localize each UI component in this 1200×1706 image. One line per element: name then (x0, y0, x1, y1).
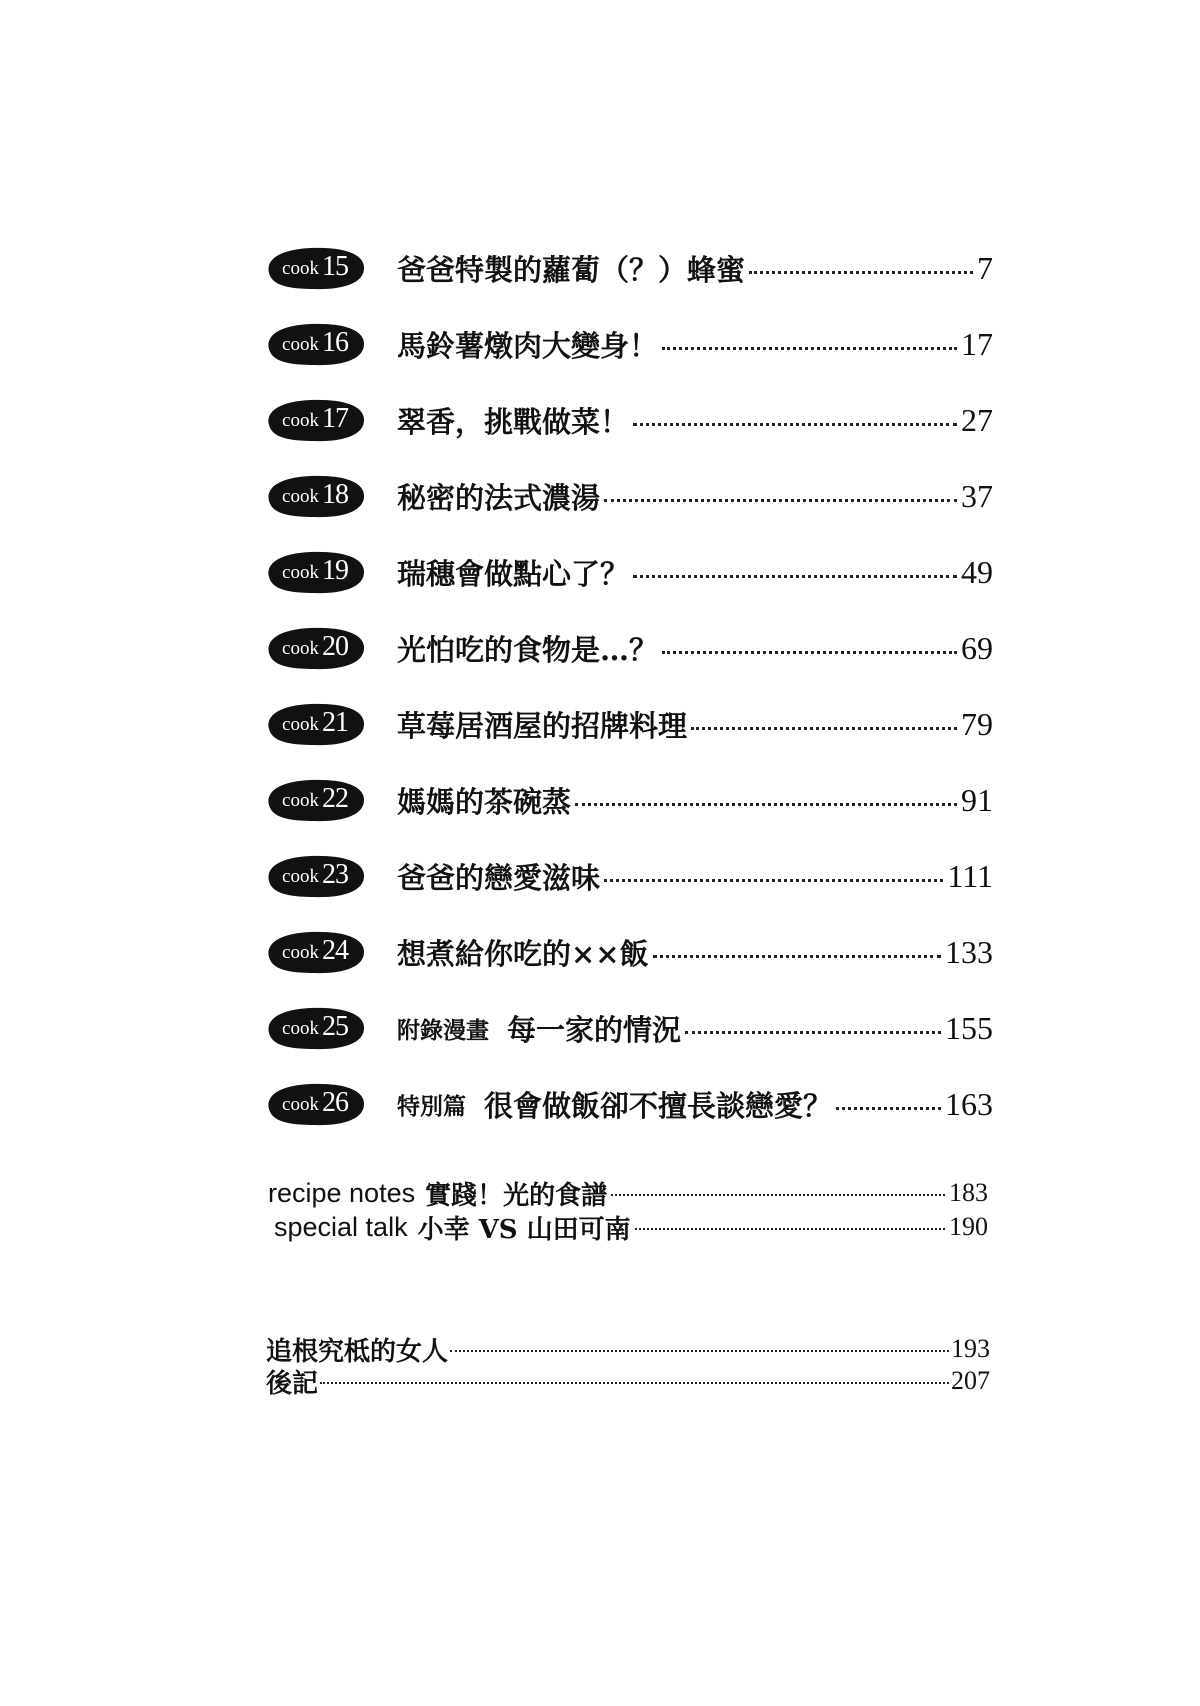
chapter-page-number: 133 (945, 933, 993, 970)
badge-number: 16 (321, 327, 348, 358)
extras-section (268, 1176, 988, 1244)
chapter-page-number: 111 (947, 857, 993, 894)
tail-entry[interactable] (266, 1365, 990, 1397)
chapter-title: 草莓居酒屋的招牌料理 (397, 708, 688, 743)
dot-leader (611, 1194, 945, 1196)
cook-badge (263, 1079, 367, 1129)
cook-badge (263, 927, 367, 977)
cook-badge (263, 623, 367, 673)
dot-leader (604, 879, 943, 882)
chapter-page-number: 91 (961, 781, 993, 818)
badge-word: cook (282, 334, 319, 355)
chapter-page-number: 69 (961, 629, 993, 666)
badge-number: 18 (321, 479, 348, 510)
extra-label: recipe notes (268, 1177, 416, 1208)
extra-page-number: 183 (949, 1178, 988, 1207)
cook-badge (263, 1003, 367, 1053)
tail-title: 後記 (266, 1368, 319, 1399)
badge-number: 19 (321, 555, 348, 586)
tail-page-number: 207 (951, 1366, 990, 1395)
badge-word: cook (282, 410, 319, 431)
chapter-title: 媽媽的茶碗蒸 (397, 784, 572, 819)
chapter-page-number: 17 (961, 325, 993, 362)
cook-badge (263, 775, 367, 825)
cook-badge (263, 243, 367, 293)
badge-number: 26 (321, 1087, 348, 1118)
chapter-title: 爸爸的戀愛滋味 (397, 860, 601, 895)
cook-badge (263, 699, 367, 749)
table-of-contents (263, 230, 993, 1142)
chapter-page-number: 37 (961, 477, 993, 514)
chapter-title: 爸爸特製的蘿蔔（？）蜂蜜 (397, 252, 746, 287)
tail-page-number: 193 (951, 1334, 990, 1363)
chapter-entry[interactable] (263, 534, 993, 610)
dot-leader (691, 727, 957, 730)
chapter-entry[interactable] (263, 306, 993, 382)
chapter-page-number: 163 (945, 1085, 993, 1122)
badge-number: 22 (321, 783, 348, 814)
extra-title: 小幸 VS 山田可南 (417, 1214, 631, 1245)
tail-title: 追根究柢的女人 (266, 1336, 449, 1367)
extra-title: 實踐！光的食譜 (425, 1180, 608, 1211)
badge-word: cook (282, 790, 319, 811)
badge-number: 23 (321, 859, 348, 890)
badge-word: cook (282, 1094, 319, 1115)
dot-leader (633, 575, 957, 578)
cook-badge (263, 471, 367, 521)
dot-leader (749, 271, 973, 274)
dot-leader (836, 1107, 941, 1110)
dot-leader (450, 1350, 949, 1352)
badge-number: 24 (321, 935, 348, 966)
chapter-entry[interactable] (263, 1066, 993, 1142)
chapter-page-number: 27 (961, 401, 993, 438)
dot-leader (662, 347, 957, 350)
chapter-title: 每一家的情況 (507, 1012, 682, 1047)
badge-word: cook (282, 942, 319, 963)
badge-word: cook (282, 866, 319, 887)
dot-leader (575, 803, 957, 806)
extra-page-number: 190 (949, 1212, 988, 1241)
chapter-entry[interactable] (263, 686, 993, 762)
dot-leader (653, 955, 941, 958)
chapter-page-number: 7 (977, 249, 993, 286)
extra-label: special talk (274, 1211, 408, 1242)
chapter-entry[interactable] (263, 382, 993, 458)
cook-badge (263, 851, 367, 901)
dot-leader (604, 499, 957, 502)
chapter-entry[interactable] (263, 762, 993, 838)
chapter-title: 光怕吃的食物是…？ (397, 632, 659, 667)
tail-section (266, 1333, 990, 1397)
badge-number: 25 (321, 1011, 348, 1042)
extra-entry[interactable] (268, 1210, 988, 1244)
dot-leader (320, 1382, 949, 1384)
chapter-entry[interactable] (263, 230, 993, 306)
chapter-title: 馬鈴薯燉肉大變身！ (397, 328, 659, 363)
dot-leader (662, 651, 957, 654)
badge-word: cook (282, 1018, 319, 1039)
chapter-title: 想煮給你吃的××飯 (397, 936, 649, 971)
chapter-prefix: 附錄漫畫 (397, 1016, 489, 1044)
cook-badge (263, 547, 367, 597)
extra-entry[interactable] (268, 1176, 988, 1210)
chapter-prefix: 特別篇 (397, 1092, 466, 1120)
cook-badge (263, 319, 367, 369)
chapter-title: 很會做飯卻不擅長談戀愛？ (484, 1088, 833, 1123)
chapter-entry[interactable] (263, 990, 993, 1066)
chapter-entry[interactable] (263, 458, 993, 534)
chapter-page-number: 79 (961, 705, 993, 742)
badge-number: 20 (321, 631, 348, 662)
chapter-title: 秘密的法式濃湯 (397, 480, 601, 515)
badge-number: 17 (321, 403, 348, 434)
chapter-entry[interactable] (263, 610, 993, 686)
chapter-title: 翠香，挑戰做菜！ (397, 404, 630, 439)
dot-leader (635, 1228, 945, 1230)
badge-word: cook (282, 486, 319, 507)
badge-number: 15 (321, 251, 348, 282)
chapter-title: 瑞穗會做點心了？ (397, 556, 630, 591)
dot-leader (633, 423, 957, 426)
badge-word: cook (282, 562, 319, 583)
tail-entry[interactable] (266, 1333, 990, 1365)
badge-word: cook (282, 258, 319, 279)
chapter-entry[interactable] (263, 838, 993, 914)
chapter-page-number: 49 (961, 553, 993, 590)
dot-leader (685, 1031, 941, 1034)
chapter-entry[interactable] (263, 914, 993, 990)
badge-word: cook (282, 714, 319, 735)
badge-word: cook (282, 638, 319, 659)
chapter-page-number: 155 (945, 1009, 993, 1046)
cook-badge (263, 395, 367, 445)
badge-number: 21 (321, 707, 348, 738)
